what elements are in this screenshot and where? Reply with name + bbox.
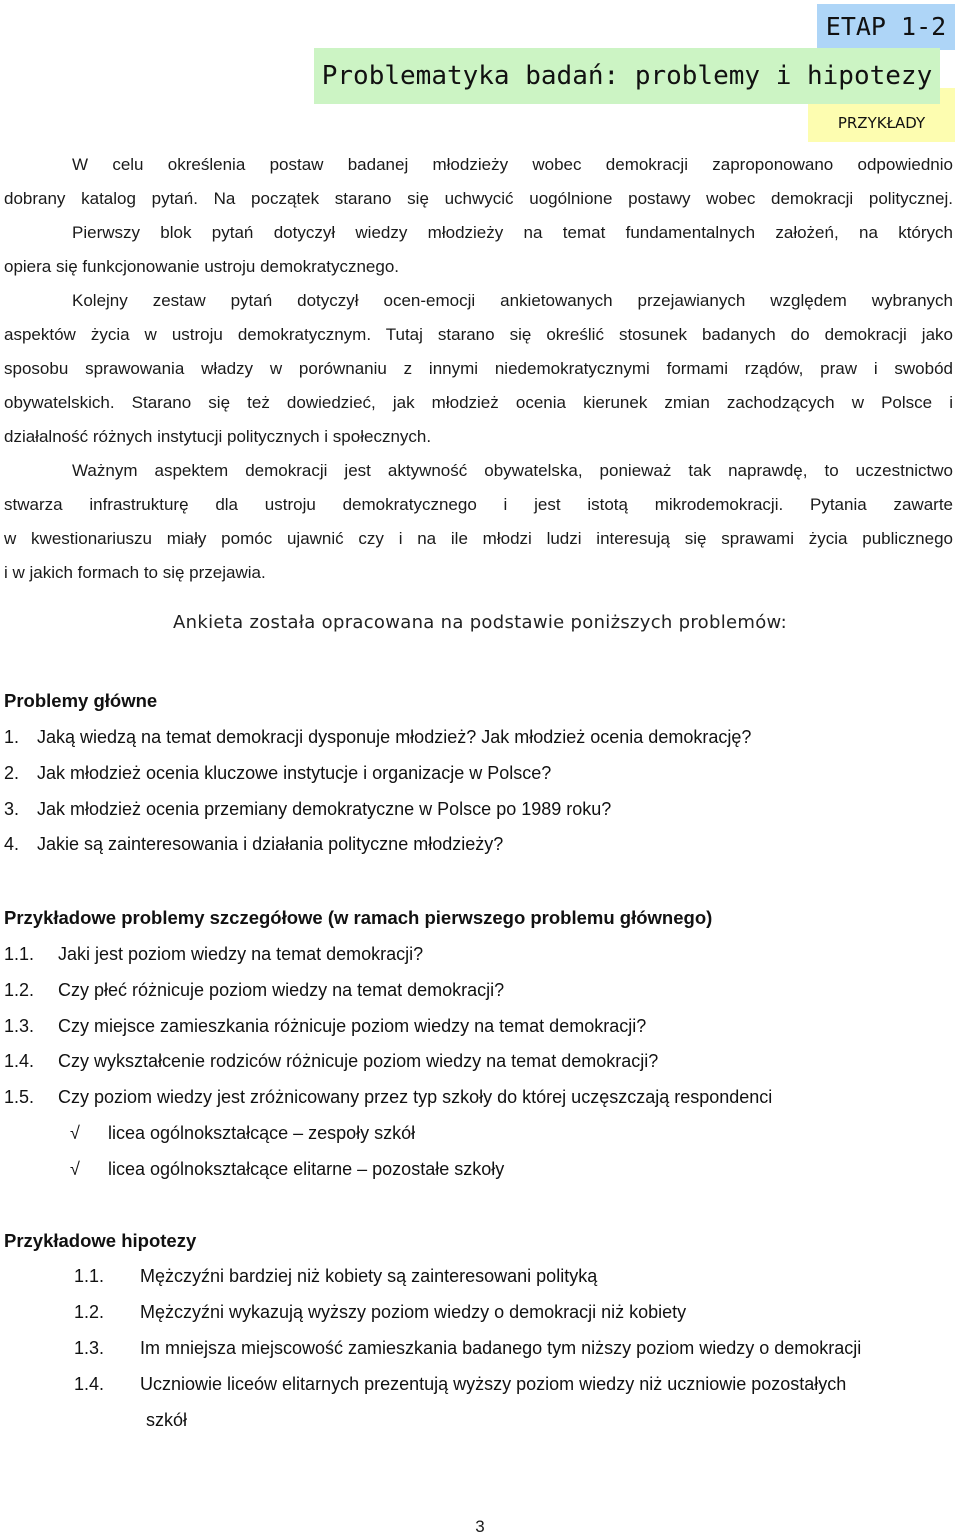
section-subtitle: Ankieta została opracowana na podstawie poniższych problemów:	[173, 612, 787, 633]
item-text: Uczniowie liceów elitarnych prezentują wyższy poziom wiedzy niż uczniowie pozostałych	[140, 1374, 847, 1394]
text-line: Ważnym aspektem demokracji jest aktywność obywatelska, ponieważ tak naprawdę, to uczestnictwo	[72, 461, 953, 480]
bullet-item	[70, 1159, 504, 1180]
item-number: 1.3.	[4, 1016, 35, 1036]
item-text: Jaką wiedzą na temat demokracji dysponuje młodzież? Jak młodzież ocenia demokrację?	[37, 727, 752, 747]
item-continuation: szkół	[146, 1410, 188, 1430]
intro-paragraph-3	[4, 284, 953, 454]
list-item	[74, 1302, 686, 1323]
intro-paragraph-1	[4, 148, 953, 216]
list-item	[4, 834, 503, 855]
item-number: 4.	[4, 834, 20, 854]
text-line: i w jakich formach to się przejawia.	[4, 563, 266, 582]
item-text: Im mniejsza miejscowość zamieszkania badanego tym niższy poziom wiedzy o demokracji	[140, 1338, 862, 1358]
main-problems-heading: Problemy główne	[4, 690, 158, 711]
stage-label: ETAP 1-2	[817, 4, 955, 50]
item-number: 1.4.	[74, 1374, 105, 1394]
list-item	[4, 1051, 658, 1072]
item-number: 1.4.	[4, 1051, 35, 1071]
item-text: Jak młodzież ocenia przemiany demokratyczne w Polsce po 1989 roku?	[37, 799, 612, 819]
text-line: działalność różnych instytucji politycznych i społecznych.	[4, 427, 432, 446]
list-item	[4, 1087, 772, 1108]
item-number: 1.5.	[4, 1087, 35, 1107]
text-line: W celu określenia postaw badanej młodzieży wobec demokracji zaproponowano odpowiednio	[72, 155, 953, 174]
bullet-item	[70, 1123, 415, 1144]
page-number: 3	[475, 1517, 485, 1536]
intro-paragraph-2	[4, 216, 953, 284]
list-item	[4, 763, 551, 784]
item-number: 1.2.	[74, 1302, 105, 1322]
text-line: Pierwszy blok pytań dotyczył wiedzy młodzieży na temat fundamentalnych założeń, na których	[72, 223, 953, 242]
text-line: Kolejny zestaw pytań dotyczył ocen-emocji ankietowanych przejawianych względem wybranych	[72, 291, 953, 310]
list-item	[74, 1338, 861, 1359]
item-text: licea ogólnokształcące elitarne – pozostałe szkoły	[108, 1159, 505, 1179]
item-text: licea ogólnokształcące – zespoły szkół	[108, 1123, 416, 1143]
text-line: sposobu sprawowania władzy w porównaniu z innymi niedemokratycznymi formami rządów, praw i swobód	[4, 359, 953, 378]
list-item	[4, 727, 751, 748]
item-text: Jak młodzież ocenia kluczowe instytucje i organizacje w Polsce?	[37, 763, 552, 783]
item-number: 1.1.	[4, 944, 35, 964]
list-item	[4, 980, 504, 1001]
text-line: stwarza infrastrukturę dla ustroju demokratycznego i jest istotą mikrodemokracji. Pytania zawarte	[4, 495, 953, 514]
item-number: 3.	[4, 799, 20, 819]
text-line: aspektów życia w ustroju demokratycznym. Tutaj starano się określić stosunek badanych do demokracji jako	[4, 325, 953, 344]
list-item	[4, 1016, 646, 1037]
item-text: Czy płeć różnicuje poziom wiedzy na temat demokracji?	[58, 980, 505, 1000]
item-text: Czy wykształcenie rodziców różnicuje poziom wiedzy na temat demokracji?	[58, 1051, 659, 1071]
item-text: Czy poziom wiedzy jest zróżnicowany przez typ szkoły do której uczęszczają respondenci	[58, 1087, 773, 1107]
item-number: 2.	[4, 763, 20, 783]
item-text: Jaki jest poziom wiedzy na temat demokracji?	[58, 944, 424, 964]
list-item	[74, 1266, 597, 1287]
detailed-problems-heading: Przykładowe problemy szczegółowe (w ramach pierwszego problemu głównego)	[4, 907, 713, 928]
item-number: 1.	[4, 727, 20, 747]
examples-tag: PRZYKŁADY	[808, 104, 955, 142]
check-icon: √	[70, 1123, 80, 1143]
item-number: 1.2.	[4, 980, 35, 1000]
text-line: opiera się funkcjonowanie ustroju demokratycznego.	[4, 257, 400, 276]
text-line: obywatelskich. Starano się też dowiedzieć, jak młodzież ocenia kierunek zmian zachodzących w Polsce i	[4, 393, 953, 412]
text-line: w kwestionariuszu miały pomóc ujawnić czy i na ile młodzi ludzi interesują się sprawami życia publicznego	[4, 529, 953, 548]
list-item	[4, 944, 423, 965]
list-item	[74, 1374, 846, 1395]
item-number: 1.1.	[74, 1266, 105, 1286]
check-icon: √	[70, 1159, 80, 1179]
hypotheses-heading: Przykładowe hipotezy	[4, 1230, 197, 1251]
list-item	[4, 799, 611, 820]
item-text: Mężczyźni bardziej niż kobiety są zainteresowani polityką	[140, 1266, 598, 1286]
item-text: Jakie są zainteresowania i działania polityczne młodzieży?	[37, 834, 504, 854]
text-line: dobrany katalog pytań. Na początek starano się uchwycić uogólnione postawy wobec demokracji politycznej.	[4, 189, 953, 208]
item-text: Mężczyźni wykazują wyższy poziom wiedzy o demokracji niż kobiety	[140, 1302, 687, 1322]
page-title: Problematyka badań: problemy i hipotezy	[314, 48, 940, 104]
item-text: Czy miejsce zamieszkania różnicuje poziom wiedzy na temat demokracji?	[58, 1016, 647, 1036]
intro-paragraph-4	[4, 454, 953, 590]
item-number: 1.3.	[74, 1338, 105, 1358]
